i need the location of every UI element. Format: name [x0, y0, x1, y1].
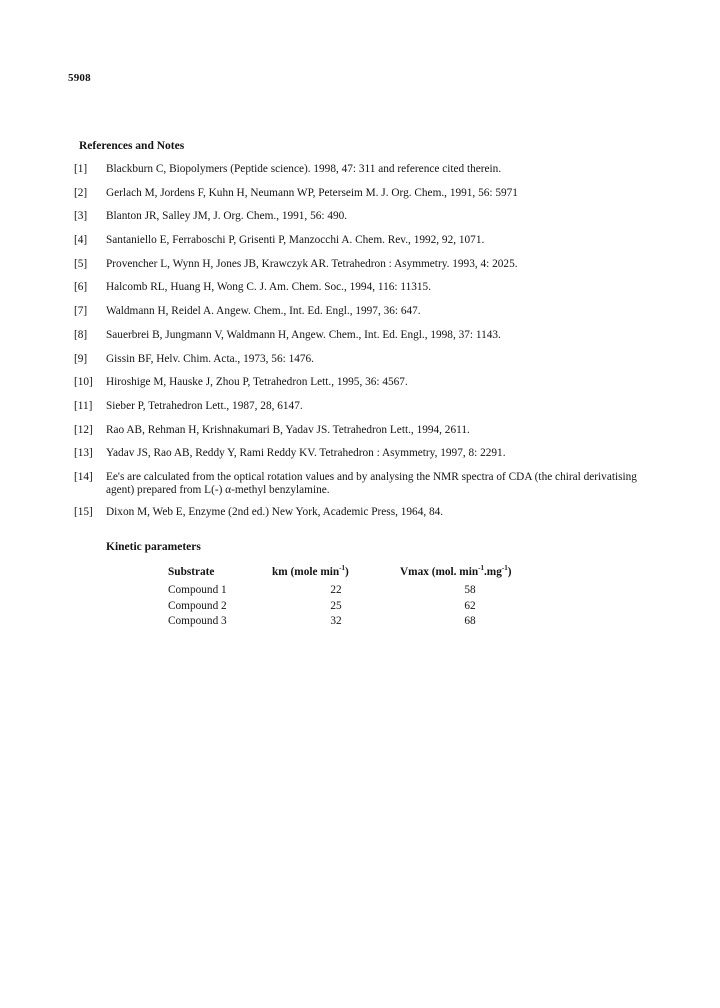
- reference-number: [2]: [74, 186, 88, 199]
- vmax-cell: 68: [464, 615, 476, 627]
- substrate-cell: Compound 1: [168, 584, 227, 596]
- column-header-km: [272, 566, 400, 583]
- reference-item: [74, 376, 664, 400]
- reference-number: [13]: [74, 447, 93, 460]
- reference-item: [74, 506, 664, 530]
- column-header-substrate: Substrate: [168, 566, 215, 578]
- reference-number: [5]: [74, 257, 88, 270]
- reference-text: Ee's are calculated from the optical rotation values and by analysing the NMR spectra of CDA (the chiral derivatising agent) prepared from L(-) α-methyl benzylamine.: [106, 470, 637, 496]
- reference-number: [7]: [74, 305, 88, 318]
- reference-text: Blackburn C, Biopolymers (Peptide science). 1998, 47: 311 and reference cited therein.: [106, 163, 502, 175]
- reference-number: [12]: [74, 423, 93, 436]
- reference-item: [74, 353, 664, 377]
- vmax-header-superscript-2: -1: [501, 564, 508, 573]
- km-cell: 25: [330, 599, 342, 612]
- reference-list: [74, 163, 664, 530]
- vmax-header-mid: .mg: [483, 566, 502, 578]
- reference-text: Blanton JR, Salley JM, J. Org. Chem., 1991, 56: 490.: [106, 210, 348, 223]
- km-cell: 22: [330, 584, 342, 596]
- reference-text: Yadav JS, Rao AB, Reddy Y, Rami Reddy KV. Tetrahedron : Asymmetry, 1997, 8: 2291.: [106, 447, 506, 460]
- reference-number: [1]: [74, 163, 88, 175]
- page-number: 5908: [68, 72, 91, 84]
- reference-item: [74, 329, 664, 353]
- reference-item: [74, 400, 664, 424]
- km-header-text: km (mole min: [272, 566, 340, 578]
- reference-text: Rao AB, Rehman H, Krishnakumari B, Yadav JS. Tetrahedron Lett., 1994, 2611.: [106, 423, 470, 436]
- reference-text: Santaniello E, Ferraboschi P, Grisenti P, Manzocchi A. Chem. Rev., 1992, 92, 1071.: [106, 234, 485, 247]
- table-row: [168, 599, 540, 615]
- reference-number: [10]: [74, 376, 93, 389]
- substrate-cell: Compound 3: [168, 615, 227, 627]
- reference-number: [6]: [74, 281, 88, 294]
- reference-text: Sauerbrei B, Jungmann V, Waldmann H, Angew. Chem., Int. Ed. Engl., 1998, 37: 1143.: [106, 328, 501, 341]
- reference-number: [15]: [74, 505, 93, 518]
- reference-number: [14]: [74, 470, 93, 483]
- reference-text: Waldmann H, Reidel A. Angew. Chem., Int. Ed. Engl., 1997, 36: 647.: [106, 305, 421, 318]
- reference-item: [74, 447, 664, 471]
- reference-item: [74, 471, 664, 506]
- references-heading: References and Notes: [79, 140, 185, 152]
- reference-item: [74, 258, 664, 282]
- km-header-close: ): [345, 566, 349, 578]
- vmax-header-superscript-1: -1: [478, 564, 484, 573]
- table-row: [168, 583, 540, 599]
- reference-item: [74, 234, 664, 258]
- reference-item: [74, 281, 664, 305]
- reference-item: [74, 163, 664, 187]
- reference-text: Hiroshige M, Hauske J, Zhou P, Tetrahedron Lett., 1995, 36: 4567.: [106, 376, 408, 389]
- column-header-vmax: [400, 566, 540, 583]
- reference-number: [8]: [74, 328, 88, 341]
- reference-item: [74, 187, 664, 211]
- reference-text: Dixon M, Web E, Enzyme (2nd ed.) New York, Academic Press, 1964, 84.: [106, 505, 444, 518]
- km-header-superscript: -1: [339, 564, 345, 573]
- substrate-cell: Compound 2: [168, 599, 227, 612]
- reference-item: [74, 424, 664, 448]
- table-row: [168, 614, 540, 630]
- kinetic-parameters-heading: Kinetic parameters: [106, 541, 201, 553]
- reference-text: Halcomb RL, Huang H, Wong C. J. Am. Chem. Soc., 1994, 116: 11315.: [106, 281, 432, 294]
- reference-text: Gerlach M, Jordens F, Kuhn H, Neumann WP, Peterseim M. J. Org. Chem., 1991, 56: 5971: [106, 186, 518, 199]
- reference-number: [4]: [74, 234, 88, 247]
- vmax-header-close: ): [507, 566, 512, 578]
- reference-number: [11]: [74, 399, 93, 412]
- reference-text: Sieber P, Tetrahedron Lett., 1987, 28, 6147.: [106, 399, 303, 412]
- reference-item: [74, 210, 664, 234]
- table-header-row: [168, 566, 540, 583]
- reference-number: [3]: [74, 210, 88, 223]
- vmax-cell: 58: [464, 584, 476, 596]
- km-cell: 32: [330, 615, 342, 627]
- reference-text: Gissin BF, Helv. Chim. Acta., 1973, 56: 1476.: [106, 352, 314, 365]
- kinetic-parameters-table: [168, 566, 540, 630]
- vmax-header-text: Vmax (mol. min: [400, 566, 479, 578]
- reference-item: [74, 305, 664, 329]
- reference-text: Provencher L, Wynn H, Jones JB, Krawczyk AR. Tetrahedron : Asymmetry. 1993, 4: 2025.: [106, 257, 518, 270]
- vmax-cell: 62: [464, 599, 476, 612]
- reference-number: [9]: [74, 352, 88, 365]
